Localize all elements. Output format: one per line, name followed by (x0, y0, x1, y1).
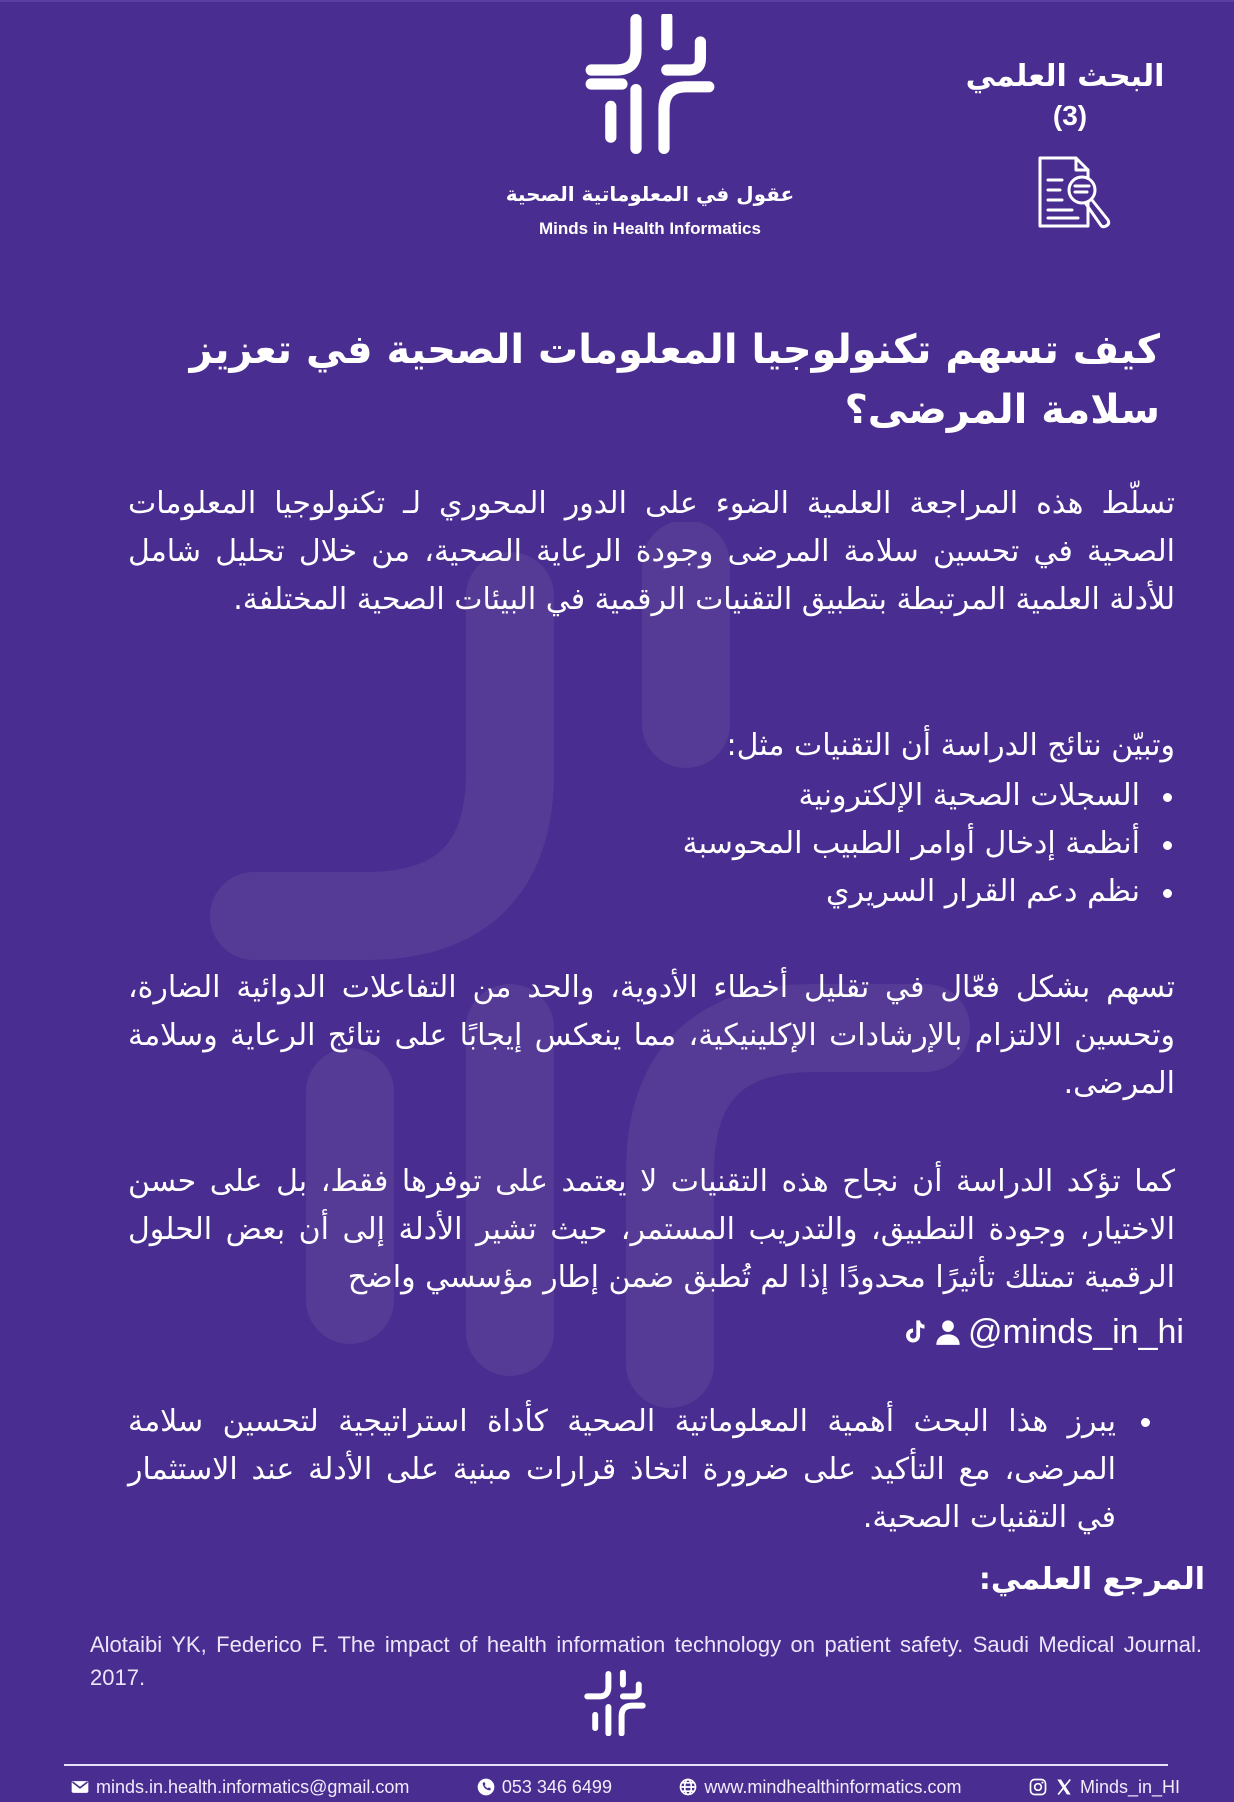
technologies-intro: وتبيّن نتائج الدراسة أن التقنيات مثل: (726, 728, 1175, 763)
paragraph-intro: تسلّط هذه المراجعة العلمية الضوء على الدور المحوري لـ تكنولوجيا المعلومات الصحية في تحسين سلامة المرضى وجودة الرعاية الصحية، من خلال تحليل شامل للأدلة العلمية المرتبطة بتطبيق التقنيات الرقمية في البيئات الصحية المختلفة. (128, 486, 1175, 617)
user-icon (934, 1318, 962, 1346)
bullet-icon (1141, 1418, 1150, 1427)
tiktok-handle: @minds_in_hi (968, 1312, 1184, 1351)
reference-heading: المرجع العلمي: (978, 1562, 1205, 1597)
minds-logo-icon (580, 14, 720, 154)
research-label: البحث العلمي (965, 59, 1165, 94)
footer-social[interactable] (1028, 1777, 1180, 1798)
tiktok-icon (900, 1318, 928, 1346)
mail-icon (70, 1777, 90, 1797)
article-title: كيف تسهم تكنولوجيا المعلومات الصحية في تعزيز سلامة المرضى؟ (189, 327, 1160, 433)
paragraph-success-factors: كما تؤكد الدراسة أن نجاح هذه التقنيات لا يعتمد على توفرها فقط، بل على حسن الاختيار، وجودة التطبيق، والتدريب المستمر، حيث تشير الأدلة إلى أن بعض الحلول الرقمية تمتلك تأثيرًا محدودًا إذا لم تُطبق ضمن إطار مؤسسي واضح (128, 1164, 1175, 1295)
social-text: Minds_in_HI (1079, 1776, 1180, 1797)
logo-name-arabic: عقول في المعلوماتية الصحية (505, 182, 795, 206)
reference-citation: Alotaibi YK, Federico F. The impact of health information technology on patient safety. Saudi Medical Journal. 2017. (90, 1632, 1202, 1690)
globe-icon (678, 1777, 698, 1797)
footer-phone[interactable] (476, 1777, 612, 1798)
document-search-icon (1032, 150, 1116, 234)
phone-icon (476, 1777, 496, 1797)
list-item: أنظمة إدخال أوامر الطبيب المحوسبة (400, 820, 1140, 868)
technologies-list (400, 772, 1176, 916)
x-icon (1054, 1777, 1074, 1797)
paragraph-findings: تسهم بشكل فعّال في تقليل أخطاء الأدوية، والحد من التفاعلات الدوائية الضارة، وتحسين الالتزام بالإرشادات الإكلينيكية، مما ينعكس إيجابًا على نتائج الرعاية وسلامة المرضى. (128, 970, 1175, 1101)
website-text: www.mindhealthinformatics.com (704, 1776, 962, 1797)
footer-divider (64, 1764, 1168, 1766)
phone-text: 053 346 6499 (501, 1776, 612, 1797)
research-number: (3) (1052, 100, 1088, 131)
email-text: minds.in.health.informatics@gmail.com (96, 1776, 410, 1797)
logo-name-english: Minds in Health Informatics (539, 219, 761, 238)
paragraph-conclusion: يبرز هذا البحث أهمية المعلوماتية الصحية كأداة استراتيجية لتحسين سلامة المرضى، مع التأكيد على ضرورة اتخاذ قرارات مبنية على الأدلة عند الاستثمار في التقنيات الصحية. (128, 1404, 1116, 1535)
footer-contact-bar (70, 1772, 1180, 1802)
list-item: نظم دعم القرار السريري (400, 868, 1140, 916)
small-logo-icon (582, 1670, 648, 1736)
list-item: السجلات الصحية الإلكترونية (400, 772, 1140, 820)
footer-website[interactable] (678, 1777, 961, 1798)
footer-email[interactable] (70, 1777, 409, 1798)
tiktok-handle-overlay (900, 1308, 1210, 1356)
instagram-icon (1028, 1777, 1048, 1797)
